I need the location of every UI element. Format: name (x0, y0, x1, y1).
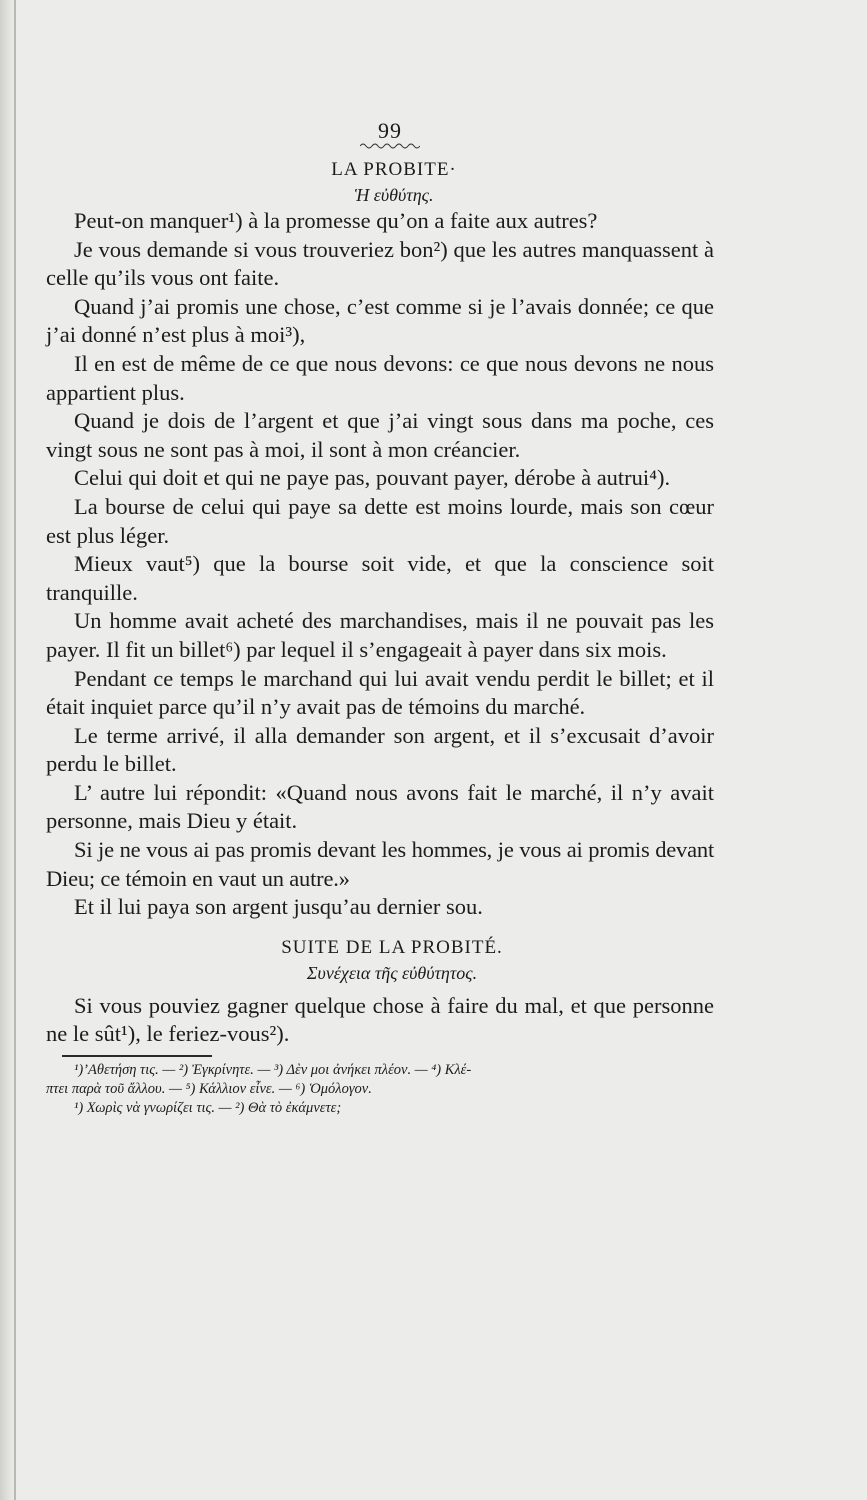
paragraph: Si je ne vous ai pas promis devant les hommes, je vous ai promis devant Dieu; ce témoin en vaut un autre.» (46, 837, 714, 891)
chapter-title: LA PROBITE· (331, 159, 457, 180)
page-number: 99 (378, 118, 402, 143)
wavy-line-icon (360, 141, 420, 151)
page-binding-edge (0, 0, 18, 1500)
paragraph: Quand je dois de l’argent et que j’ai vingt sous dans ma poche, ces vingt sous ne sont pas à moi, il sont à mon créancier. (46, 408, 714, 462)
section-title: SUITE DE LA PROBITÉ. (281, 936, 503, 958)
paragraph: Et il lui paya son argent jusqu’au dernier sou. (74, 894, 483, 920)
section-subtitle: Συνέχεια τῆς εὐθύτητος. (306, 962, 478, 983)
paragraph: Un homme avait acheté des marchandises, mais il ne pouvait pas les payer. Il fit un billet⁶) par lequel il s’engageait à payer dans six mois. (46, 608, 714, 662)
paragraph: Quand j’ai promis une chose, c’est comme si je l’avais donnée; ce que j’ai donné n’est plus à moi³), (46, 293, 714, 348)
chapter-subtitle: Ἡ εὐθύτης. (354, 185, 434, 205)
footnote: ¹) Χωρὶς νὰ γνωρίζει τις. — ²) Θὰ τὸ ἐκάμνετε; (74, 1100, 342, 1117)
footnote: ¹)’Αθετήση τις. — ²) Ἐγκρίνητε. — ³) Δὲν μοι ἀνήκει πλέον. — ⁴) Κλέ- (74, 1062, 472, 1079)
book-page (46, 118, 714, 1118)
paragraph: Il en est de même de ce que nous devons: ce que nous devons ne nous appartient plus. (46, 350, 714, 405)
paragraph: Celui qui doit et qui ne paye pas, pouvant payer, dérobe à autrui⁴). (74, 465, 671, 491)
ornament-divider (66, 138, 714, 150)
paragraph: La bourse de celui qui paye sa dette est moins lourde, mais son cœur est plus léger. (46, 493, 714, 548)
paragraph: Pendant ce temps le marchand qui lui avait vendu perdit le billet; et il était inquiet parce qu’il n’y avait pas de témoins du marché. (46, 665, 714, 720)
footnote: πτει παρὰ τοῦ ἄλλου. — ⁵) Κάλλιον εἶνε. — ⁶) Ὁμόλογον. (46, 1081, 372, 1098)
paragraph: Le terme arrivé, il alla demander son argent, et il s’excusait d’avoir perdu le billet. (46, 722, 714, 777)
footnote-rule (62, 1055, 212, 1057)
paragraph: L’ autre lui répondit: «Quand nous avons fait le marché, il n’y avait personne, mais Dieu y était. (46, 779, 714, 834)
paragraph: Si vous pouviez gagner quelque chose à faire du mal, et que personne ne le sût¹), le feriez-vous²). (46, 992, 714, 1047)
paragraph: Mieux vaut⁵) que la bourse soit vide, et que la conscience soit tranquille. (46, 551, 714, 605)
paragraph: Peut-on manquer¹) à la promesse qu’on a faite aux autres? (74, 208, 598, 233)
paragraph: Je vous demande si vous trouveriez bon²) que les autres manquassent à celle qu’ils vous ont faite. (46, 236, 714, 291)
